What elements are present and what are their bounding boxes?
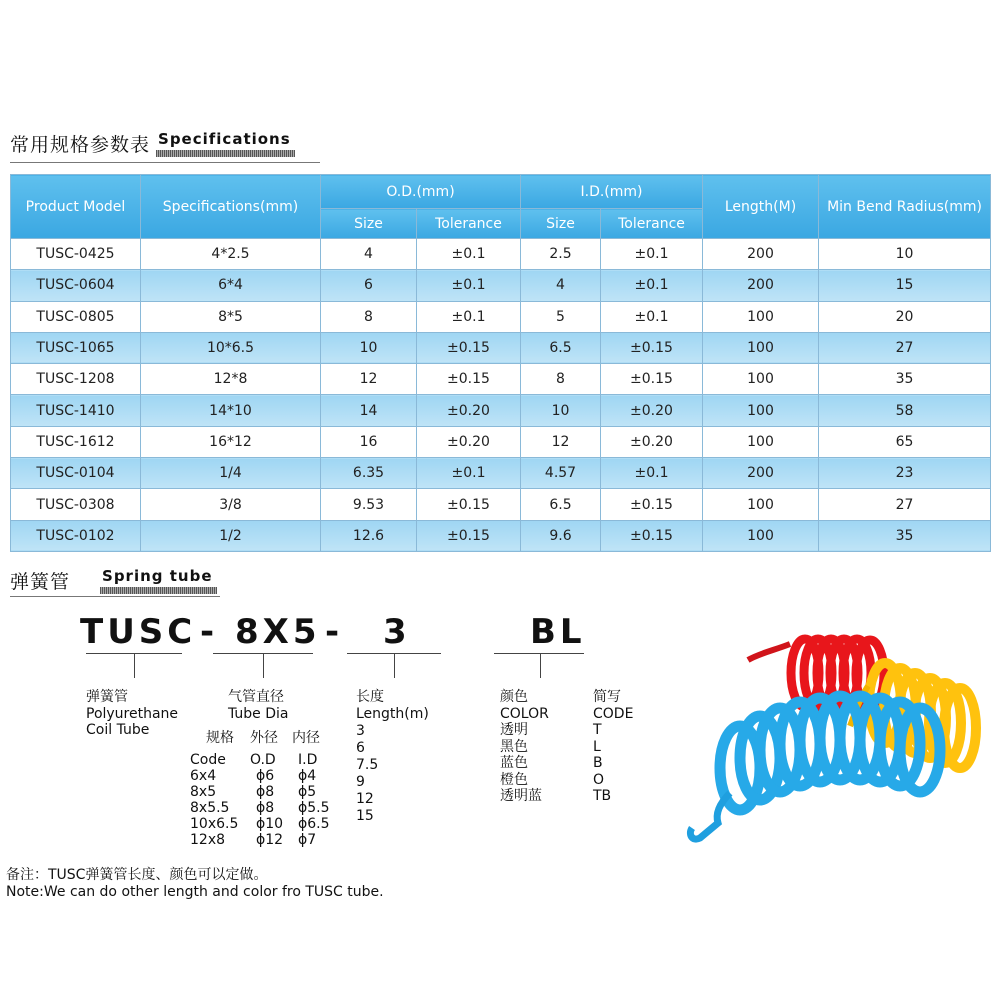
header-id-tolerance: Tolerance [601, 209, 703, 239]
dia-od: ϕ12 [256, 832, 284, 848]
dia-od: ϕ6 [256, 768, 275, 784]
dia-od: ϕ8 [256, 784, 275, 800]
cell-od-size: 8 [321, 301, 417, 332]
spring-tube-photo [680, 598, 990, 868]
header-id: I.D.(mm) [521, 175, 703, 209]
cell-id-size: 6.5 [521, 489, 601, 520]
cell-length: 200 [703, 270, 819, 301]
cell-id-size: 9.6 [521, 520, 601, 551]
cell-bend: 23 [819, 458, 991, 489]
cell-spec: 3/8 [141, 489, 321, 520]
legend-tube-dia-table [190, 730, 338, 848]
cell-od-tolerance: ±0.15 [417, 364, 521, 395]
title-underline-bar [156, 150, 295, 157]
code-tick-size [263, 653, 264, 678]
title-rule [10, 162, 320, 163]
legend-color: 颜色 COLOR 透明 黑色 蓝色 橙色 透明蓝 [500, 689, 549, 804]
table-row [11, 364, 991, 395]
cell-model: TUSC-0102 [11, 520, 141, 551]
table-row [11, 489, 991, 520]
cell-spec: 8*5 [141, 301, 321, 332]
cell-od-tolerance: ±0.15 [417, 489, 521, 520]
cell-id-size: 10 [521, 395, 601, 426]
dia-id: ϕ5 [298, 784, 317, 800]
code-size: 8X5 [235, 612, 321, 652]
cell-id-tolerance: ±0.20 [601, 395, 703, 426]
spring-title-underline-bar [100, 587, 216, 594]
spring-title-rule [10, 596, 220, 597]
header-specifications: Specifications(mm) [141, 175, 321, 239]
dia-od: ϕ8 [256, 800, 275, 816]
cell-id-size: 6.5 [521, 332, 601, 363]
spring-tube-title-en-wrap [100, 567, 216, 594]
cell-spec: 4*2.5 [141, 239, 321, 270]
dia-code: 10x6.5 [190, 816, 239, 832]
cell-length: 200 [703, 239, 819, 270]
table-row [11, 520, 991, 551]
spring-tube-title-cn: 弹簧管 [10, 571, 71, 593]
code-length: 3 [383, 612, 411, 652]
legend-series: 弹簧管 Polyurethane Coil Tube [86, 689, 179, 738]
specifications-title [10, 130, 295, 157]
cell-od-tolerance: ±0.20 [417, 426, 521, 457]
cell-od-tolerance: ±0.1 [417, 270, 521, 301]
cell-bend: 10 [819, 239, 991, 270]
cell-model: TUSC-1612 [11, 426, 141, 457]
cell-bend: 58 [819, 395, 991, 426]
header-length: Length(M) [703, 175, 819, 239]
header-od-tolerance: Tolerance [417, 209, 521, 239]
cell-od-tolerance: ±0.1 [417, 458, 521, 489]
dia-id: ϕ4 [298, 768, 317, 784]
dia-od: ϕ10 [256, 816, 284, 832]
cell-id-tolerance: ±0.15 [601, 364, 703, 395]
note-cn: 备注：TUSC弹簧管长度、颜色可以定做。 [6, 867, 268, 883]
cell-od-size: 9.53 [321, 489, 417, 520]
table-row [11, 458, 991, 489]
spring-tube-title-en: Spring tube [102, 567, 213, 585]
cell-id-size: 4.57 [521, 458, 601, 489]
cell-bend: 27 [819, 332, 991, 363]
cell-id-size: 2.5 [521, 239, 601, 270]
specifications-title-en-wrap [156, 130, 295, 157]
code-tick-length [394, 653, 395, 678]
cell-id-size: 8 [521, 364, 601, 395]
cell-od-size: 16 [321, 426, 417, 457]
cell-od-tolerance: ±0.20 [417, 395, 521, 426]
dia-code: 12x8 [190, 832, 226, 848]
cell-spec: 6*4 [141, 270, 321, 301]
cell-model: TUSC-1410 [11, 395, 141, 426]
dia-code: 8x5 [190, 784, 217, 800]
dia-header-code-en: Code [190, 752, 226, 768]
header-id-size: Size [521, 209, 601, 239]
cell-length: 100 [703, 301, 819, 332]
cell-id-tolerance: ±0.15 [601, 520, 703, 551]
dia-id: ϕ7 [298, 832, 317, 848]
cell-od-size: 6.35 [321, 458, 417, 489]
cell-length: 100 [703, 395, 819, 426]
cell-bend: 20 [819, 301, 991, 332]
header-min-bend-radius: Min Bend Radius(mm) [819, 175, 991, 239]
cell-id-tolerance: ±0.1 [601, 458, 703, 489]
dia-header-od-en: O.D [250, 752, 276, 768]
dia-id: ϕ5.5 [298, 800, 330, 816]
cell-model: TUSC-0425 [11, 239, 141, 270]
header-od: O.D.(mm) [321, 175, 521, 209]
cell-od-tolerance: ±0.1 [417, 239, 521, 270]
dia-header-od-cn: 外径 [250, 730, 278, 746]
legend-color-code: 简写 CODE T L B O TB [593, 689, 634, 804]
table-row [11, 239, 991, 270]
cell-od-size: 6 [321, 270, 417, 301]
cell-bend: 35 [819, 364, 991, 395]
code-line-color [494, 653, 584, 654]
code-series: TUSC [80, 612, 197, 652]
cell-model: TUSC-0604 [11, 270, 141, 301]
table-row [11, 270, 991, 301]
cell-bend: 15 [819, 270, 991, 301]
code-color: BL [530, 612, 586, 652]
cell-od-size: 12 [321, 364, 417, 395]
cell-spec: 14*10 [141, 395, 321, 426]
note-en: Note:We can do other length and color fro TUSC tube. [6, 884, 384, 900]
specifications-title-en: Specifications [158, 130, 291, 148]
cell-bend: 35 [819, 520, 991, 551]
cell-id-size: 4 [521, 270, 601, 301]
header-product-model: Product Model [11, 175, 141, 239]
specifications-table [10, 174, 991, 552]
cell-model: TUSC-1208 [11, 364, 141, 395]
code-dash-2: - [325, 612, 344, 652]
cell-id-tolerance: ±0.1 [601, 270, 703, 301]
cell-length: 200 [703, 458, 819, 489]
table-row [11, 332, 991, 363]
legend-length: 长度 Length(m) 3 6 7.5 9 12 15 [356, 689, 429, 824]
cell-id-tolerance: ±0.15 [601, 489, 703, 520]
spring-tube-title [10, 567, 217, 594]
cell-od-size: 14 [321, 395, 417, 426]
cell-od-tolerance: ±0.1 [417, 301, 521, 332]
dia-code: 8x5.5 [190, 800, 230, 816]
code-tick-color [540, 653, 541, 678]
dia-header-code-cn: 规格 [206, 730, 234, 746]
cell-spec: 1/4 [141, 458, 321, 489]
header-od-size: Size [321, 209, 417, 239]
cell-id-tolerance: ±0.15 [601, 332, 703, 363]
cell-length: 100 [703, 489, 819, 520]
cell-bend: 65 [819, 426, 991, 457]
list-item [190, 800, 338, 816]
legend-tube-dia: 气管直径 Tube Dia [228, 689, 289, 722]
cell-id-tolerance: ±0.1 [601, 239, 703, 270]
dia-header-id-cn: 内径 [292, 730, 320, 746]
cell-length: 100 [703, 364, 819, 395]
cell-od-tolerance: ±0.15 [417, 520, 521, 551]
list-item [190, 816, 338, 832]
cell-length: 100 [703, 332, 819, 363]
cell-spec: 16*12 [141, 426, 321, 457]
dia-id: ϕ6.5 [298, 816, 330, 832]
cell-bend: 27 [819, 489, 991, 520]
cell-spec: 12*8 [141, 364, 321, 395]
cell-length: 100 [703, 520, 819, 551]
cell-id-tolerance: ±0.20 [601, 426, 703, 457]
specifications-title-cn: 常用规格参数表 [10, 134, 151, 156]
list-item [190, 768, 338, 784]
table-row [11, 301, 991, 332]
cell-od-size: 10 [321, 332, 417, 363]
table-row [11, 395, 991, 426]
cell-length: 100 [703, 426, 819, 457]
cell-id-size: 5 [521, 301, 601, 332]
cell-model: TUSC-0104 [11, 458, 141, 489]
cell-spec: 10*6.5 [141, 332, 321, 363]
list-item [190, 832, 338, 848]
cell-od-tolerance: ±0.15 [417, 332, 521, 363]
cell-model: TUSC-0308 [11, 489, 141, 520]
cell-spec: 1/2 [141, 520, 321, 551]
cell-model: TUSC-1065 [11, 332, 141, 363]
dia-header-id-en: I.D [298, 752, 318, 768]
code-tick-series [134, 653, 135, 678]
cell-id-tolerance: ±0.1 [601, 301, 703, 332]
list-item [190, 784, 338, 800]
table-row [11, 426, 991, 457]
code-dash-1: - [200, 612, 219, 652]
cell-model: TUSC-0805 [11, 301, 141, 332]
cell-id-size: 12 [521, 426, 601, 457]
cell-od-size: 4 [321, 239, 417, 270]
cell-od-size: 12.6 [321, 520, 417, 551]
dia-code: 6x4 [190, 768, 217, 784]
